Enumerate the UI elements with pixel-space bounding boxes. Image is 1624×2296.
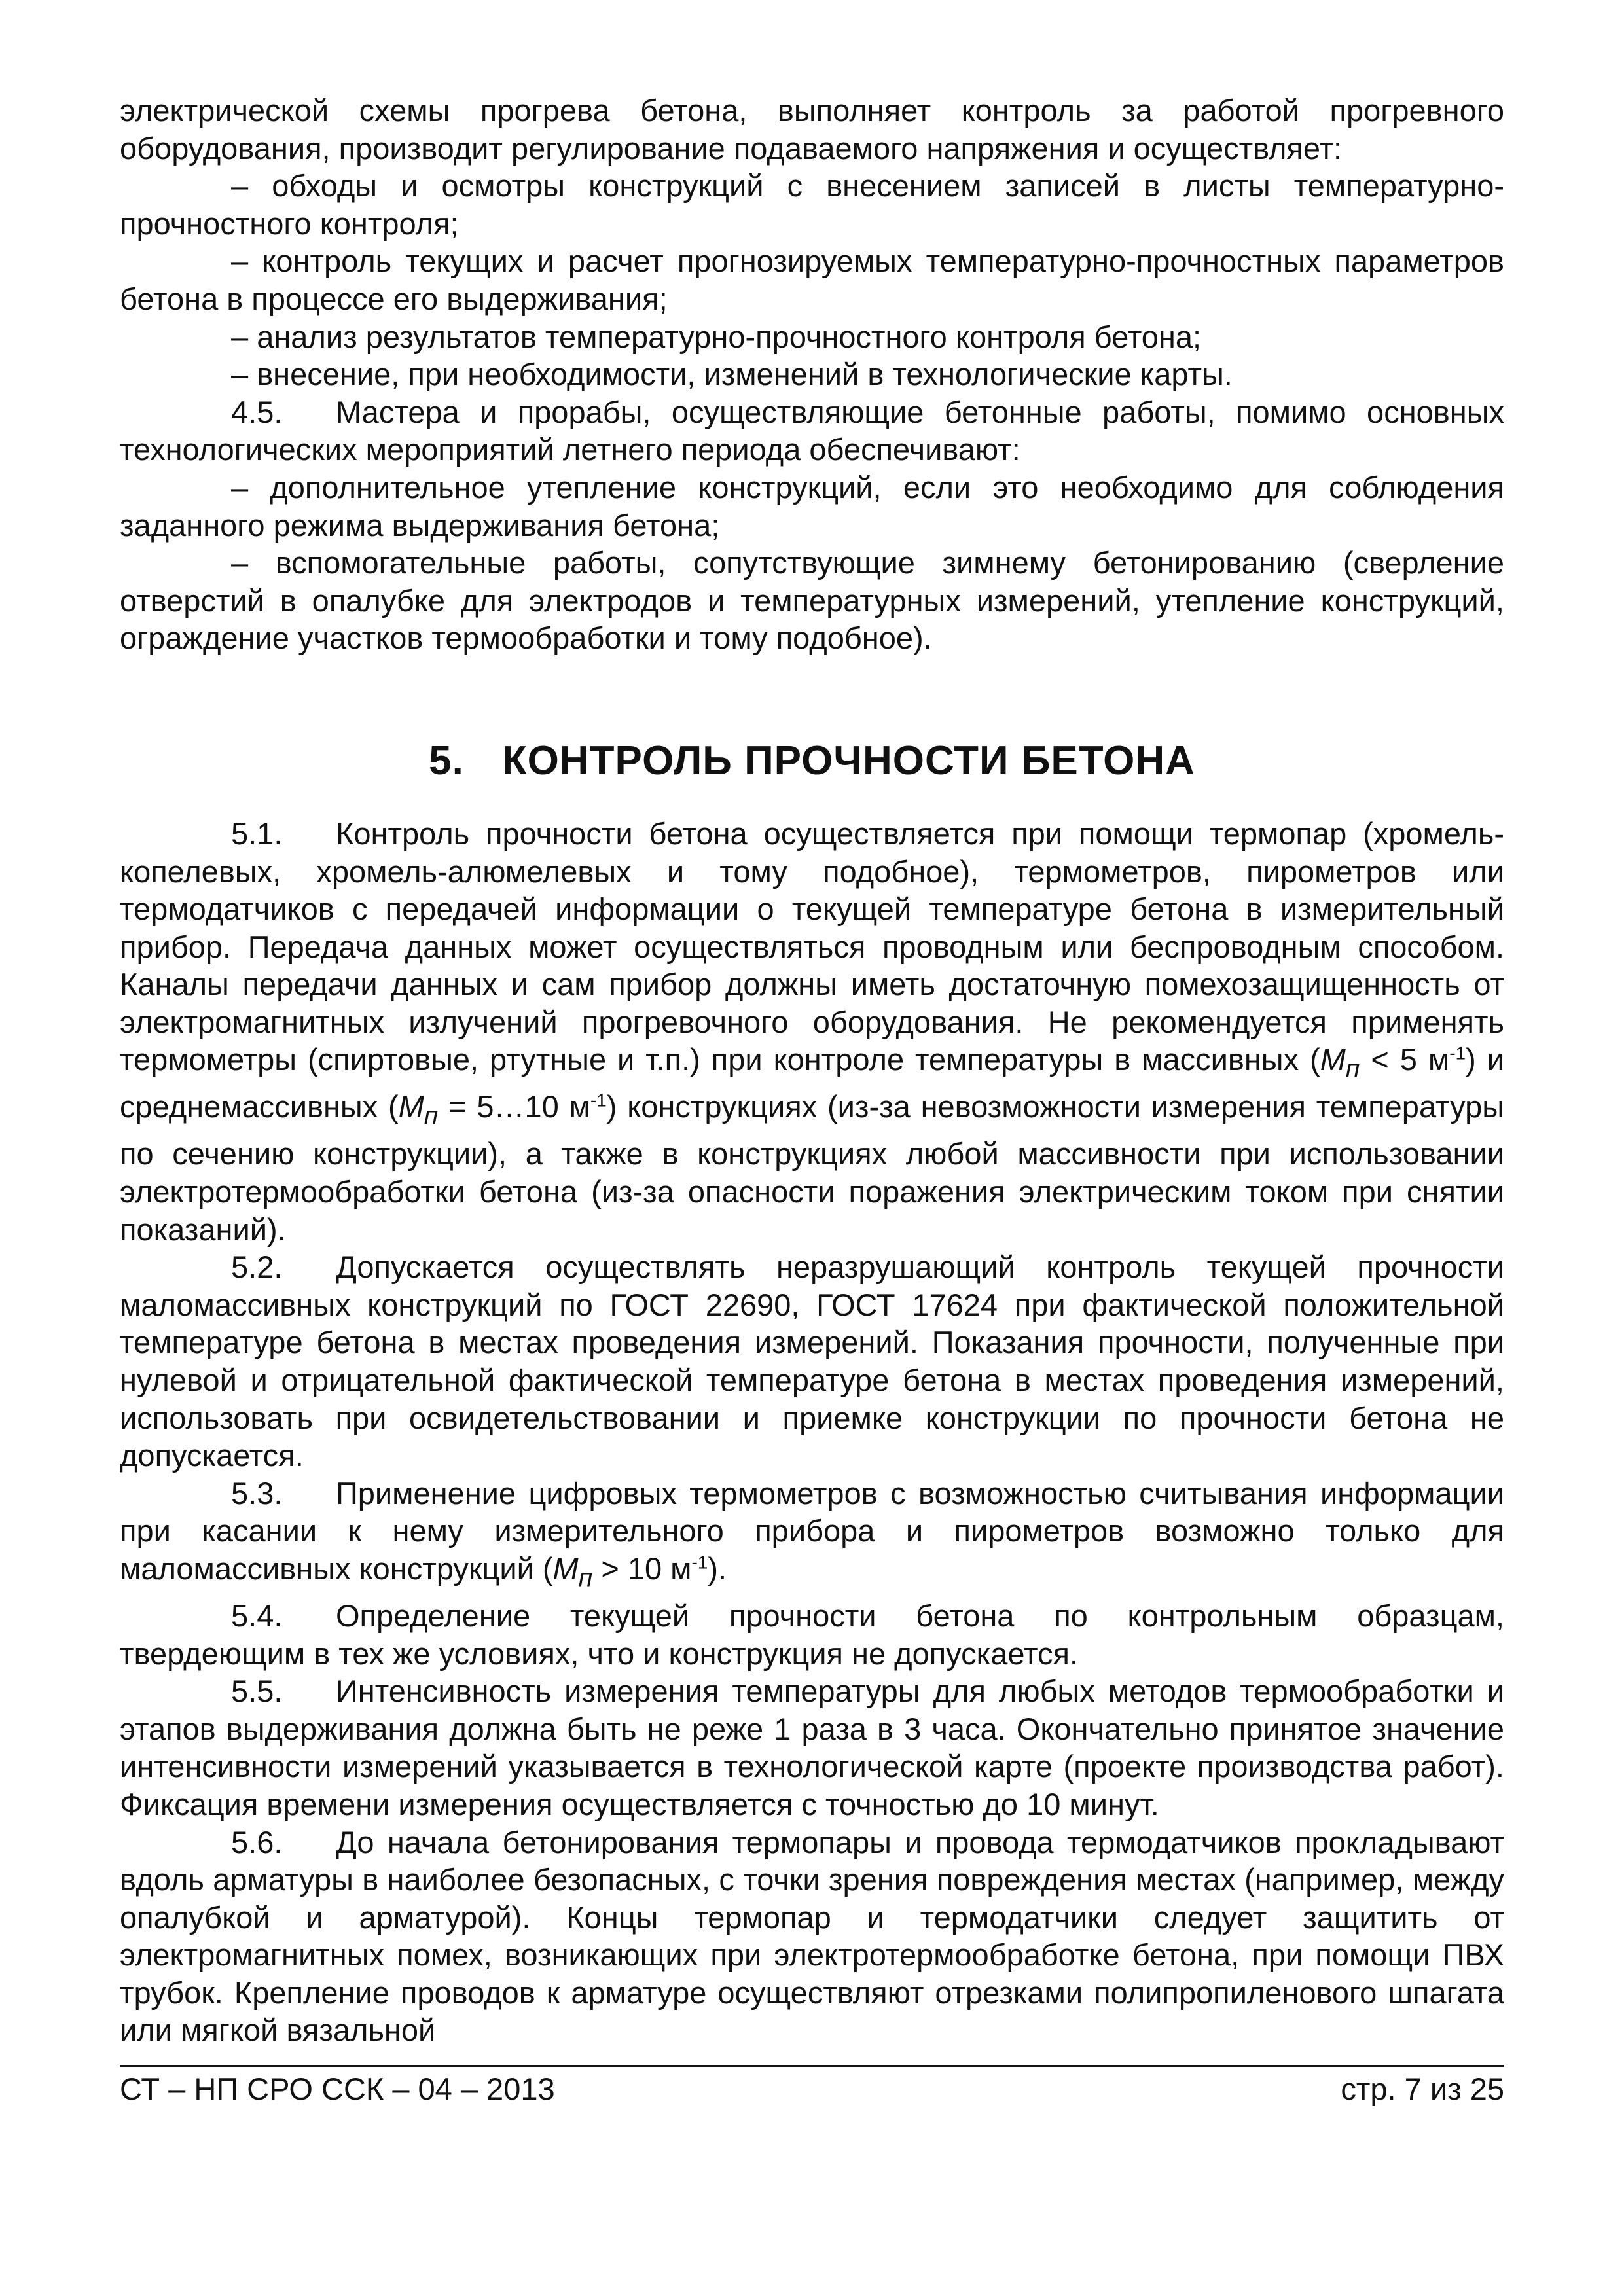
document-code: СТ – НП СРО ССК – 04 – 2013 <box>120 2072 555 2106</box>
massiveness-symbol <box>1320 1042 1360 1083</box>
paragraph-5-6 <box>120 1823 1504 2050</box>
paragraph-text: До начала бетонирования термопары и провода термодатчиков прокладывают вдоль арматуры в наиболее безопасных, с точки зрения повреждения местах (например, между опалубкой и арматурой). Концы термопар и термодатчики следует защитить от электромагнитных помех, возникающих при электротермообработке бетона, при помощи ПВХ трубок. Крепление проводов к арматуре осуществляют отрезками полипропиленового шпагата или мягкой вязальной <box>120 1824 1504 2048</box>
symbol-subscript: п <box>424 1102 439 1130</box>
paragraph-text: ) и среднемассивных ( <box>120 1042 1505 1124</box>
continuation-intro: электрической схемы прогрева бетона, выполняет контроль за работой прогревного оборудования, производит регулирование подаваемого напряжения и осуществляет: <box>120 93 1504 166</box>
page-footer <box>120 2065 1504 2108</box>
exponent: -1 <box>691 1552 708 1573</box>
paragraph-text: Допускается осуществлять неразрушающий контроль текущей прочности маломассивных конструкций по ГОСТ 22690, ГОСТ 17624 при фактической положительной температуре бетона в местах проведения измерений. Показания прочности, полученные при нулевой и отрицательной фактической температуре бетона в местах проведения измерений, использовать при освидетельствовании и приемке конструкции по прочности бетона не допускается. <box>120 1249 1504 1473</box>
list-item: – внесение, при необходимости, изменений в технологические карты. <box>231 357 1233 392</box>
paragraph-5-3 <box>120 1475 1504 1597</box>
list-item: – обходы и осмотры конструкций с внесением записей в листы температурно-прочностного контроля; <box>120 168 1504 241</box>
exponent: -1 <box>590 1090 607 1111</box>
symbol-subscript: п <box>578 1564 593 1592</box>
paragraph-number: 5.2. <box>231 1249 283 1285</box>
paragraph-5-5 <box>120 1672 1504 1823</box>
paragraph-text: Интенсивность измерения температуры для любых методов термообработки и этапов выдерживания должна быть не реже 1 раза в 3 часа. Окончательно принятое значение интенсивности измерений указывается в технологической карте (проекте производства работ). Фиксация времени измерения осуществляется с точностью до 10 минут. <box>120 1674 1504 1821</box>
list-item: – дополнительное утепление конструкций, если это необходимо для соблюдения заданного режима выдерживания бетона; <box>120 469 1504 543</box>
massiveness-symbol <box>398 1089 439 1130</box>
symbol-subscript: п <box>1345 1054 1360 1083</box>
paragraph-5-4 <box>120 1597 1504 1672</box>
paragraph-text: Контроль прочности бетона осуществляется при помощи термопар (хромель-копелевых, хромель-алюмелевых и тому подобное), термометров, пирометров или термодатчиков с передачей информации о текущей температуре бетона в измерительный прибор. Передача данных может осуществляться проводным или беспроводным способом. Каналы передачи данных и сам прибор должны иметь достаточную помехозащищенность от электромагнитных излучений прогревочного оборудования. Не рекомендуется применять термометры (спиртовые, ртутные и т.п.) при контроле температуры в массивных ( <box>120 816 1504 1077</box>
symbol-letter: М <box>398 1089 424 1124</box>
condition-text: = 5…10 м <box>438 1089 590 1124</box>
document-page <box>120 92 1504 2049</box>
paragraph-number: 5.1. <box>231 816 283 851</box>
symbol-letter: М <box>1320 1042 1346 1077</box>
symbol-letter: М <box>552 1551 579 1586</box>
condition-text: < 5 м <box>1360 1042 1450 1077</box>
page-number: стр. 7 из 25 <box>1341 2072 1504 2106</box>
list-item: – контроль текущих и расчет прогнозируемых температурно-прочностных параметров бетона в процессе его выдерживания; <box>120 243 1504 316</box>
paragraph-text: ) конструкциях (из-за невозможности измерения температуры по сечению конструкции), а также в конструкциях любой массивности при использовании электротермообработки бетона (из-за опасности поражения электрическим током при снятии показаний). <box>120 1089 1504 1247</box>
paragraph-number: 5.3. <box>231 1475 283 1511</box>
paragraph-number: 5.6. <box>231 1824 283 1859</box>
paragraph-5-1 <box>120 815 1504 1248</box>
paragraph-number: 5.5. <box>231 1674 283 1709</box>
paragraph-text: ). <box>708 1551 727 1586</box>
section-number: 5. <box>429 738 464 783</box>
paragraph-text: Определение текущей прочности бетона по контрольным образцам, твердеющим в тех же условиях, что и конструкция не допускается. <box>120 1598 1504 1671</box>
section-title: КОНТРОЛЬ ПРОЧНОСТИ БЕТОНА <box>501 738 1195 783</box>
exponent: -1 <box>1449 1043 1466 1064</box>
paragraph-number: 5.4. <box>231 1598 283 1633</box>
list-item: – вспомогательные работы, сопутствующие зимнему бетонированию (сверление отверстий в опалубке для электродов и температурных измерений, утепление конструкций, ограждение участков термообработки и тому подобное). <box>120 545 1504 656</box>
paragraph-text: Мастера и прорабы, осуществляющие бетонные работы, помимо основных технологических мероприятий летнего периода обеспечивают: <box>120 394 1504 467</box>
paragraph-text: Применение цифровых термометров с возможностью считывания информации при касании к нему измерительного прибора и пирометров возможно только для маломассивных конструкций ( <box>120 1475 1504 1586</box>
paragraph-number: 4.5. <box>231 394 283 429</box>
paragraph-5-2 <box>120 1248 1504 1475</box>
condition-text: > 10 м <box>592 1551 692 1586</box>
massiveness-symbol <box>552 1551 593 1592</box>
list-item: – анализ результатов температурно-прочностного контроля бетона; <box>231 319 1202 354</box>
section-heading <box>120 734 1504 789</box>
paragraph-4-5 <box>120 393 1504 469</box>
